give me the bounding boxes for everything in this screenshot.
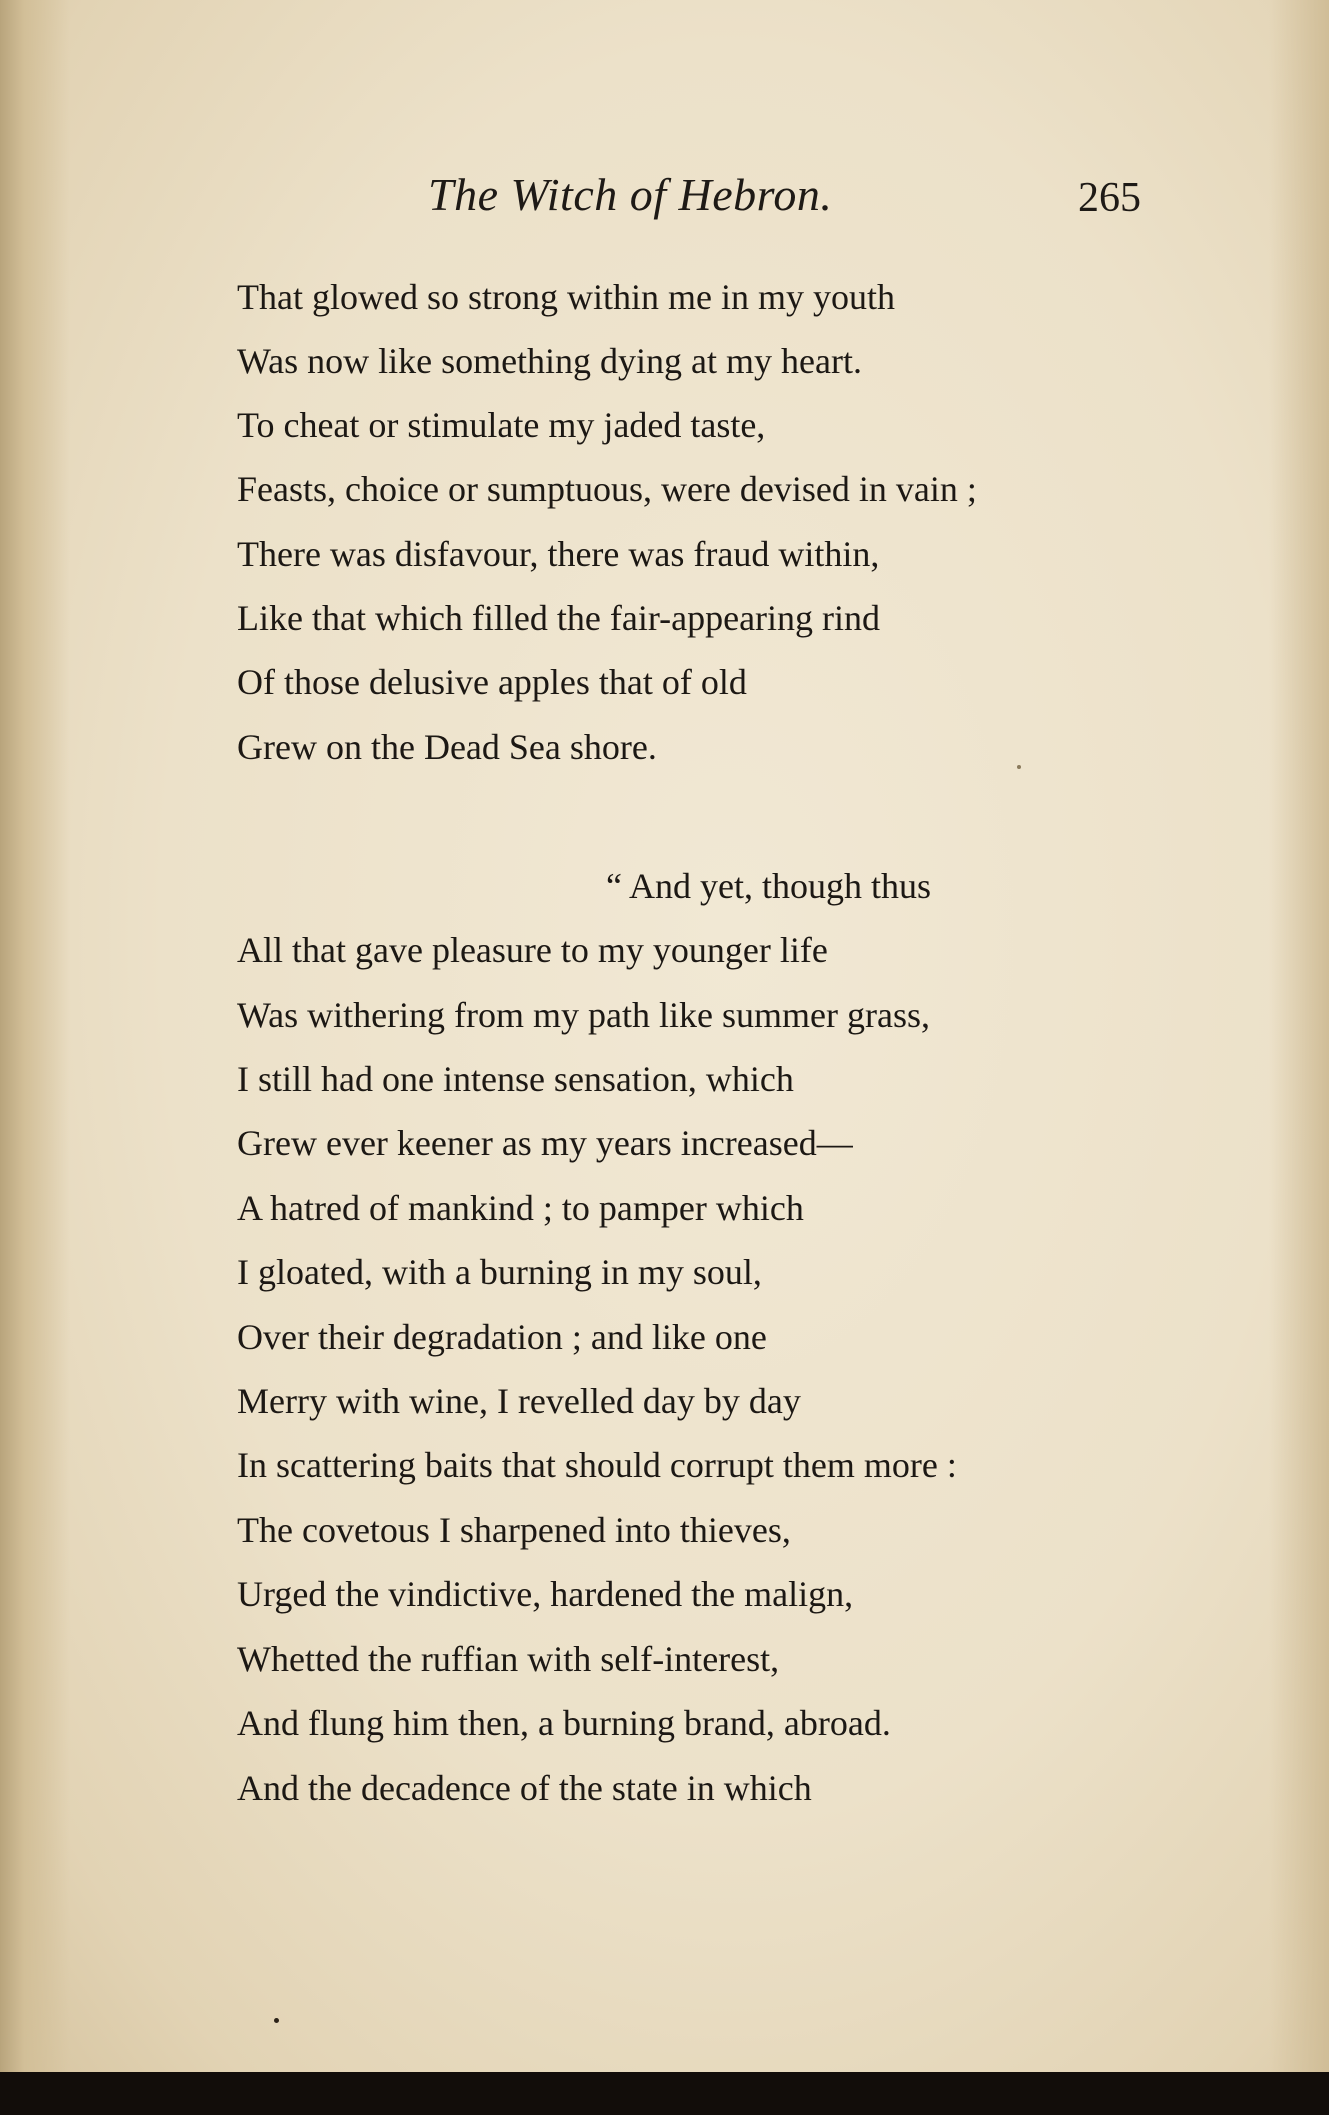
verse-line: Like that which filled the fair-appearing rind (237, 598, 881, 638)
verse-line: The covetous I sharpened into thieves, (237, 1510, 791, 1550)
running-head-title: The Witch of Hebron. (428, 169, 833, 220)
page-number: 265 (1078, 175, 1141, 221)
verse-line: Urged the vindictive, hardened the malign, (237, 1574, 854, 1614)
verse-line: To cheat or stimulate my jaded taste, (237, 405, 766, 445)
verse-line: That glowed so strong within me in my youth (237, 277, 895, 317)
verse-line: All that gave pleasure to my younger life (237, 930, 828, 970)
verse-line: I still had one intense sensation, which (237, 1059, 794, 1099)
verse-line: And flung him then, a burning brand, abroad. (237, 1703, 891, 1743)
verse-line: In scattering baits that should corrupt them more : (237, 1445, 957, 1485)
verse-line: Was withering from my path like summer grass, (237, 995, 930, 1035)
verse-line: There was disfavour, there was fraud within, (237, 534, 880, 574)
running-head (0, 168, 1329, 228)
verse-line: Grew on the Dead Sea shore. (237, 727, 657, 767)
verse-line: Whetted the ruffian with self-interest, (237, 1639, 780, 1679)
verse-line: And the decadence of the state in which (237, 1768, 812, 1808)
verse-line: I gloated, with a burning in my soul, (237, 1252, 762, 1292)
verse-line: Over their degradation ; and like one (237, 1317, 767, 1357)
verse-line: Feasts, choice or sumptuous, were devised in vain ; (237, 469, 977, 509)
verse-line: A hatred of mankind ; to pamper which (237, 1188, 804, 1228)
scan-bottom-edge (0, 2072, 1329, 2115)
verse-line: Merry with wine, I revelled day by day (237, 1381, 801, 1421)
verse-line: Was now like something dying at my heart. (237, 341, 862, 381)
verse-line: Grew ever keener as my years increased— (237, 1123, 853, 1163)
paper-speck (274, 2018, 279, 2023)
verse-line: Of those delusive apples that of old (237, 662, 747, 702)
paper-speck (1017, 765, 1021, 769)
verse-line: “ And yet, though thus (606, 866, 931, 906)
